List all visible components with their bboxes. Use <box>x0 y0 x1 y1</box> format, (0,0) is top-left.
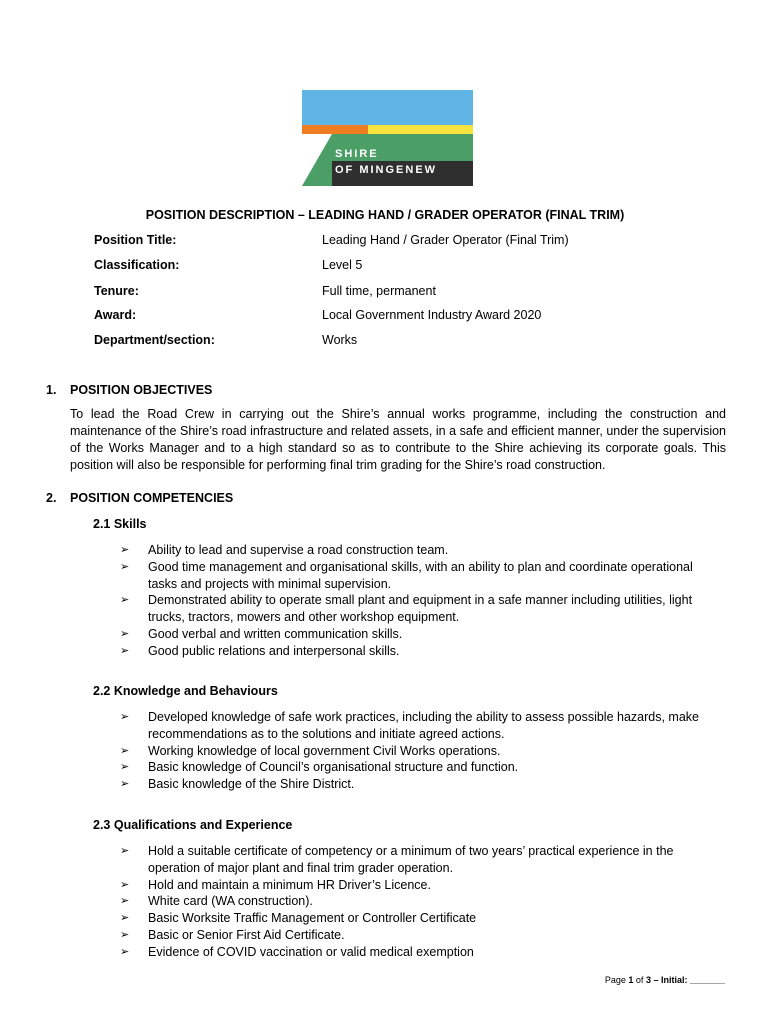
list-item: ➢ White card (WA construction). <box>120 894 313 909</box>
skills-heading: 2.1 Skills <box>93 517 147 531</box>
list-item: ➢ Developed knowledge of safe work practices, including the ability to assess possible hazards, make recommendations as to the solutions and initiate agreed actions. <box>120 710 699 741</box>
list-item: ➢ Basic Worksite Traffic Management or Controller Certificate <box>120 911 477 926</box>
arrow-bullet-icon: ➢ <box>120 878 130 891</box>
list-item: ➢ Hold and maintain a minimum HR Driver’s Licence. <box>120 877 431 892</box>
initial-field: – Initial: _______ <box>650 975 725 985</box>
section-2-heading <box>46 491 233 505</box>
shire-logo <box>302 90 473 186</box>
knowledge-list <box>118 709 718 793</box>
arrow-bullet-icon: ➢ <box>120 845 130 857</box>
detail-value: Local Government Industry Award 2020 <box>322 308 542 322</box>
detail-value: Leading Hand / Grader Operator (Final Trim) <box>322 233 569 247</box>
logo-text-mingenew: OF MINGENEW <box>335 164 438 176</box>
qualifications-list <box>118 843 718 961</box>
list-item: ➢ Evidence of COVID vaccination or valid medical exemption <box>120 944 474 959</box>
list-item: ➢ Basic knowledge of the Shire District. <box>120 777 355 792</box>
arrow-bullet-icon: ➢ <box>120 544 130 556</box>
page-number: 1 <box>628 975 634 985</box>
list-item: ➢ Demonstrated ability to operate small plant and equipment in a safe manner including utilities, light trucks, tractors, mowers and other workshop equipment. <box>120 593 693 625</box>
list-item: ➢ Ability to lead and supervise a road construction team. <box>120 543 449 557</box>
arrow-bullet-icon: ➢ <box>120 744 130 757</box>
arrow-bullet-icon: ➢ <box>120 895 130 908</box>
logo-orange-band <box>302 125 368 134</box>
list-item: ➢ Good public relations and interpersonal skills. <box>120 643 400 658</box>
section-1-heading <box>46 383 212 397</box>
logo-yellow-band <box>368 125 473 134</box>
detail-value: Works <box>322 333 358 347</box>
arrow-bullet-icon: ➢ <box>120 912 130 925</box>
detail-label: Department/section: <box>94 333 215 347</box>
section-title: POSITION OBJECTIVES <box>70 383 213 397</box>
list-item: ➢ Basic knowledge of Council’s organisational structure and function. <box>120 760 519 775</box>
logo-sky-band <box>302 90 473 125</box>
arrow-bullet-icon: ➢ <box>120 644 130 657</box>
knowledge-heading: 2.2 Knowledge and Behaviours <box>93 684 278 698</box>
detail-label: Award: <box>94 308 137 322</box>
list-item: ➢ Basic or Senior First Aid Certificate. <box>120 927 345 942</box>
detail-label: Position Title: <box>94 233 177 247</box>
detail-label: Classification: <box>94 258 180 272</box>
page-total: 3 <box>645 975 651 985</box>
detail-label: Tenure: <box>94 284 139 298</box>
section-title: POSITION COMPETENCIES <box>70 491 234 505</box>
skills-list <box>118 542 718 660</box>
arrow-bullet-icon: ➢ <box>120 560 130 573</box>
document-title: POSITION DESCRIPTION – LEADING HAND / GRADER OPERATOR (FINAL TRIM) <box>145 208 625 222</box>
logo-text-shire: SHIRE <box>335 148 379 160</box>
arrow-bullet-icon: ➢ <box>120 627 130 640</box>
section-number: 1. <box>46 383 57 397</box>
arrow-bullet-icon: ➢ <box>120 778 130 791</box>
qualifications-heading: 2.3 Qualifications and Experience <box>93 818 293 832</box>
arrow-bullet-icon: ➢ <box>120 761 130 774</box>
detail-value: Full time, permanent <box>322 284 436 298</box>
detail-value: Level 5 <box>322 258 363 272</box>
list-item: ➢ Good verbal and written communication skills. <box>120 626 403 641</box>
list-item: ➢ Good time management and organisational skills, with an ability to plan and coordinate operational tasks and projects with minimal supervision. <box>120 559 693 591</box>
section-number: 2. <box>46 491 57 505</box>
arrow-bullet-icon: ➢ <box>120 928 130 941</box>
position-objectives-text: To lead the Road Crew in carrying out the Shire’s annual works programme, including the construction and maintenance of the Shire’s road infrastructure and related assets, in a safe and efficient manner, under the supervision of the Works Manager and to a high standard so as to contribute to the Shire achieving its corporate goals. This position will also be responsible for performing final trim grading for the Shire’s road construction. <box>70 407 726 472</box>
arrow-bullet-icon: ➢ <box>120 594 130 607</box>
arrow-bullet-icon: ➢ <box>120 945 130 958</box>
list-item: ➢ Working knowledge of local government Civil Works operations. <box>120 743 501 758</box>
page-footer: Page 1 of 3 – Initial: _______ <box>604 975 725 985</box>
arrow-bullet-icon: ➢ <box>120 711 130 723</box>
list-item: ➢ Hold a suitable certificate of competency or a minimum of two years’ practical experience in the operation of major plant and final trim grader operation. <box>120 844 674 875</box>
